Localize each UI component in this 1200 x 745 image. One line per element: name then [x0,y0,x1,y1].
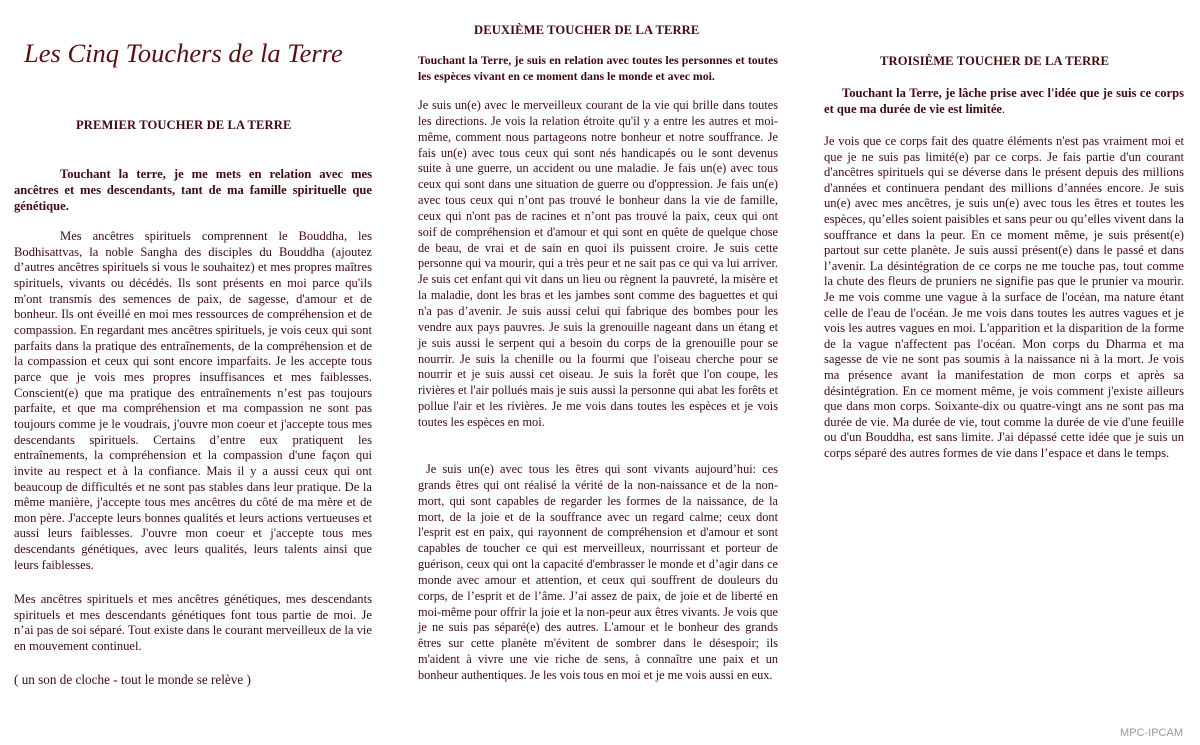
third-touching-lead [824,85,1184,117]
credit-label: MPC-IPCAM [1120,727,1183,739]
second-touching-heading: DEUXIÈME TOUCHER DE LA TERRE [474,23,700,37]
third-touching-heading: TROISIÈME TOUCHER DE LA TERRE [880,54,1109,68]
third-touching-lead-period: . [1002,102,1006,117]
second-touching-lead: Touchant la Terre, je suis en relation avec toutes les personnes et toutes les espèces vivant en ce moment dans le monde et avec moi. [418,53,778,83]
bell-instruction: ( un son de cloche - tout le monde se relève ) [14,672,251,687]
second-touching-paragraph-1: Je suis un(e) avec le merveilleux courant de la vie qui brille dans toutes les directions. Je vois la relation étroite qu'il y a entre les autres et moi-même, comment nous partageons notre bonheur et notre souffrance. Je fais un(e) avec tous ceux qui sont nés handicapés ou le sont devenus suite à une guerre, un accident ou une maladie. Je fais un(e) avec tous ceux qui sont dans une situation de guerre ou d'oppression. Je fais un(e) avec tous ceux qui n’ont pas trouvé le bonheur dans la vie de famille, ceux qui n'ont pas de racines et n’ont pas trouvé la paix, ceux qui ont soif de compréhension et d'amour et qui sont en quête de quelque chose de beau, de vrai et de sain en quoi ils puissent croire. Je suis cette personne qui va mourir, qui a très peur et ne sait pas ce qui va lui arriver. Je suis cet enfant qui vit dans un lieu ou règnent la pauvreté, la misère et la maladie, dont les bras et les jambes sont comme des baguettes et qui n'a pas d’avenir. Je suis aussi celui qui fabrique des bombes pour les vendre aux pays pauvres. Je suis la grenouille nageant dans un étang et je suis aussi le serpent qui a besoin du corps de la grenouille pour se nourrir. Je suis la chenille ou la fourmi que l'oiseau cherche pour se nourrir et je suis aussi cet oiseau. Je suis la forêt que l'on coupe, les rivières et l'air pollués mais je suis aussi la personne qui abat les forêts et pollue l'air et les rivières. Je me vois dans toutes les espèces et je vois toutes les espèces en moi. [418,98,778,429]
third-touching-paragraph-1: Je vois que ce corps fait des quatre éléments n'est pas vraiment moi et que je ne suis pas limité(e) par ce corps. Je fais partie d'un courant d'ancêtres spirituels qui se déverse dans le présent depuis des millions d'années et continuera pendant des millions d’années encore. Je suis un(e) avec mes ancêtres, je suis un(e) avec tous les êtres et toutes les espèces, qu’elles soient paisibles et sans peur ou qu’elles vivent dans la souffrance et dans la peur. En ce moment même, je suis présent(e) partout sur cette planète. Je suis aussi présent(e) dans le passé et dans l’avenir. La désintégration de ce corps ne me touche pas, tout comme la chute des fleurs de pruniers ne signifie pas que le prunier va mourir. Je me vois comme une vague à la surface de l'océan, ma nature étant celle de l'eau de l'océan. Je me vois dans toutes les autres vagues et je vois les autres vagues en moi. L'apparition et la disparition de la forme de la vague n'affectent pas l'océan. Mon corps du Dharma et ma sagesse de vie ne sont pas soumis à la naissance ni à la mort. Je vois ma présence avant la manifestation de mon corps et après sa désintégration. En ce moment même, je vois comment j'existe ailleurs que dans mon corps. Soixante-dix ou quatre-vingt ans ne sont pas ma durée de vie. Ma durée de vie, tout comme la durée de vie d'une feuille ou d'un Bouddha, est sans limite. J'ai dépassé cette idée que je suis un corps séparé des autres formes de vie dans l’espace et dans le temps. [824,134,1184,460]
third-touching-lead-text: Touchant la Terre, je lâche prise avec l'idée que je suis ce corps et que ma durée de vie est limitée [824,86,1184,117]
second-touching-paragraph-2: Je suis un(e) avec tous les êtres qui sont vivants aujourd’hui: ces grands êtres qui ont réalisé la vérité de la non-naissance et de la non-mort, qui sont capables de regarder les formes de la naissance, de la mort, de la joie et de la souffrance avec un regard calme; ceux dont l'esprit est en paix, qui rayonnent de compréhension et d'amour et sont capables de toucher ce qui est merveilleux, nourrissant et porteur de guérison, ceux qui ont la capacité d'embrasser le monde et d’agir dans ce monde avec amour et attention, et ceux qui souffrent de douleurs du corps, de l’esprit et de l’âme. J’ai assez de paix, de joie et de liberté en moi-même pour offrir la joie et la non-peur aux êtres vivants. Je vois que je ne suis pas séparé(e) des autres. L'amour et le bonheur des grands êtres sur cette planète m'évitent de sombrer dans le désespoir; ils m'aident à vivre une vie riche de sens, à connaître une paix et un bonheur authentiques. Je les vois tous en moi et je me vois aussi en eux. [418,462,778,682]
first-touching-paragraph-1: Mes ancêtres spirituels comprennent le Bouddha, les Bodhisattvas, la noble Sangha des disciples du Bouddha (ajoutez d’autres ancêtres spirituels si vous le souhaitez) et mes propres maîtres spirituels, vivants ou décédés. Ils sont présents en moi parce qu'ils m'ont transmis des semences de paix, de sagesse, d'amour et de bonheur. Ils ont éveillé en moi mes ressources de compréhension et de compassion. En regardant mes ancêtres spirituels, je vois ceux qui sont parfaits dans la pratique des entraînements, de la compréhension et de la compassion et ceux qui sont encore imparfaits. Je les accepte tous parce que je vois mes propres insuffisances et mes faiblesses. Conscient(e) que ma pratique des entraînements n’est pas toujours parfaite, et que ma compréhension et ma compassion ne sont pas toujours comme je le voudrais, j'ouvre mon coeur et j'accepte tous mes descendants spirituels. Certains d’entre eux pratiquent les entraînements, la compréhension et la compassion d'une façon qui invite au respect et à la confiance. Mais il y a aussi ceux qui ont beaucoup de difficultés et ne sont pas stables dans leur pratique. De la même manière, j'accepte tous mes ancêtres du côté de ma mère et de mon père. J'accepte leurs bonnes qualités et leurs actions vertueuses et aussi leurs faiblesses. J'ouvre mon coeur et j'accepte tous mes descendants génétiques, avec leurs qualités, leurs talents ainsi que leurs faiblesses. [14,229,372,572]
first-touching-heading: PREMIER TOUCHER DE LA TERRE [76,118,292,132]
first-touching-paragraph-2: Mes ancêtres spirituels et mes ancêtres génétiques, mes descendants spirituels et mes descendants génétiques font tous partie de moi. Je n’ai pas de soi séparé. Tout existe dans le courant merveilleux de la vie en mouvement continuel. [14,592,372,653]
first-touching-lead: Touchant la terre, je me mets en relation avec mes ancêtres et mes descendants, tant de ma famille spirituelle que génétique. [14,167,372,214]
document-title: Les Cinq Touchers de la Terre [24,38,343,68]
